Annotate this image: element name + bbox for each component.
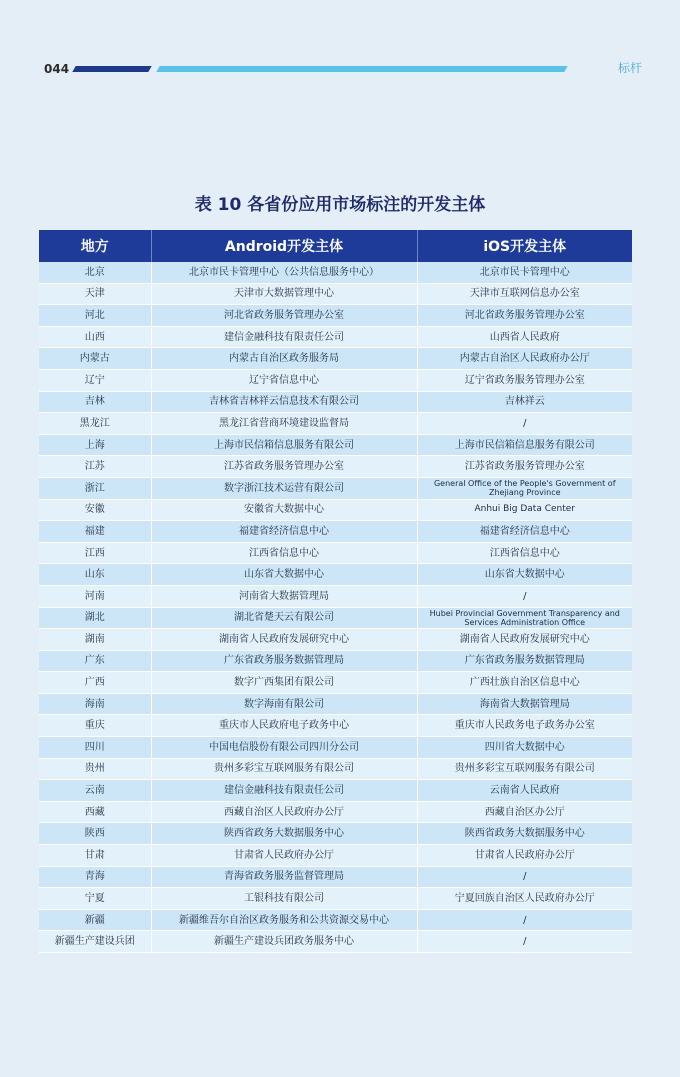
table-cell-ios: 宁夏回族自治区人民政府办公厅: [417, 888, 632, 910]
table-cell-android: 重庆市人民政府电子政务中心: [151, 715, 417, 737]
table-cell-region: 浙江: [39, 477, 151, 499]
table-cell-ios: 贵州多彩宝互联网服务有限公司: [417, 758, 632, 780]
developer-table: [39, 230, 632, 953]
table-cell-android: 江西省信息中心: [151, 542, 417, 564]
table-cell-android: 工银科技有限公司: [151, 888, 417, 910]
table-row: [39, 629, 632, 651]
table-row: [39, 888, 632, 910]
table-cell-region: 四川: [39, 737, 151, 759]
table-cell-region: 新疆生产建设兵团: [39, 931, 151, 953]
table-row: [39, 434, 632, 456]
table-row: [39, 499, 632, 521]
table-row: [39, 931, 632, 953]
table-cell-region: 河南: [39, 585, 151, 607]
table-row: [39, 758, 632, 780]
table-cell-ios: 广东省政务服务数据管理局: [417, 650, 632, 672]
table-row: [39, 305, 632, 327]
table-cell-ios: /: [417, 413, 632, 435]
table-cell-region: 山东: [39, 564, 151, 586]
header-bar-light: [156, 66, 567, 72]
table-row: [39, 715, 632, 737]
table-cell-ios: 辽宁省政务服务管理办公室: [417, 369, 632, 391]
table-cell-region: 江西: [39, 542, 151, 564]
table-cell-ios: General Office of the People's Government of Zhejiang Province: [417, 477, 632, 499]
table-row: [39, 326, 632, 348]
table-cell-ios: 甘肃省人民政府办公厅: [417, 845, 632, 867]
table-cell-region: 安徽: [39, 499, 151, 521]
table-cell-region: 陕西: [39, 823, 151, 845]
table-cell-android: 数字浙江技术运营有限公司: [151, 477, 417, 499]
table-cell-ios: 四川省大数据中心: [417, 737, 632, 759]
table-cell-android: 江苏省政务服务管理办公室: [151, 456, 417, 478]
table-cell-region: 北京: [39, 262, 151, 283]
table-cell-android: 河南省大数据管理局: [151, 585, 417, 607]
table-row: [39, 262, 632, 283]
table-cell-ios: 广西壮族自治区信息中心: [417, 672, 632, 694]
table-cell-android: 山东省大数据中心: [151, 564, 417, 586]
table-cell-android: 建信金融科技有限责任公司: [151, 326, 417, 348]
table-cell-ios: 江苏省政务服务管理办公室: [417, 456, 632, 478]
table-cell-android: 建信金融科技有限责任公司: [151, 780, 417, 802]
table-row: [39, 413, 632, 435]
table-cell-region: 辽宁: [39, 369, 151, 391]
table-cell-android: 湖南省人民政府发展研究中心: [151, 629, 417, 651]
table-cell-region: 西藏: [39, 801, 151, 823]
table-cell-android: 广东省政务服务数据管理局: [151, 650, 417, 672]
table-cell-android: 青海省政务服务监督管理局: [151, 866, 417, 888]
table-cell-region: 湖南: [39, 629, 151, 651]
table-row: [39, 521, 632, 543]
table-cell-region: 黑龙江: [39, 413, 151, 435]
table-cell-ios: 陕西省政务大数据服务中心: [417, 823, 632, 845]
table-cell-region: 宁夏: [39, 888, 151, 910]
table-row: [39, 456, 632, 478]
table-cell-android: 数字海南有限公司: [151, 693, 417, 715]
table-cell-ios: 山东省大数据中心: [417, 564, 632, 586]
table-row: [39, 585, 632, 607]
column-header-region: 地方: [39, 230, 151, 262]
table-cell-region: 吉林: [39, 391, 151, 413]
table-cell-ios: Hubei Provincial Government Transparency and Services Administration Office: [417, 607, 632, 629]
table-cell-region: 湖北: [39, 607, 151, 629]
table-cell-ios: 河北省政务服务管理办公室: [417, 305, 632, 327]
table-cell-ios: 上海市民信箱信息服务有限公司: [417, 434, 632, 456]
column-header-ios: iOS开发主体: [417, 230, 632, 262]
table-cell-ios: Anhui Big Data Center: [417, 499, 632, 521]
table-cell-region: 天津: [39, 283, 151, 305]
column-header-android: Android开发主体: [151, 230, 417, 262]
table-cell-region: 内蒙古: [39, 348, 151, 370]
table-cell-region: 上海: [39, 434, 151, 456]
table-row: [39, 564, 632, 586]
table-cell-android: 西藏自治区人民政府办公厅: [151, 801, 417, 823]
table-cell-region: 河北: [39, 305, 151, 327]
table-cell-android: 上海市民信箱信息服务有限公司: [151, 434, 417, 456]
table-cell-ios: 西藏自治区办公厅: [417, 801, 632, 823]
table-header-row: [39, 230, 632, 262]
table-cell-ios: 湖南省人民政府发展研究中心: [417, 629, 632, 651]
table-row: [39, 477, 632, 499]
table-cell-region: 福建: [39, 521, 151, 543]
section-label: 标杆: [617, 61, 642, 75]
table-cell-region: 贵州: [39, 758, 151, 780]
table-cell-ios: 江西省信息中心: [417, 542, 632, 564]
table-cell-android: 贵州多彩宝互联网服务有限公司: [151, 758, 417, 780]
table-row: [39, 780, 632, 802]
table-cell-android: 数字广西集团有限公司: [151, 672, 417, 694]
table-cell-ios: 内蒙古自治区人民政府办公厅: [417, 348, 632, 370]
table-cell-region: 江苏: [39, 456, 151, 478]
table-row: [39, 650, 632, 672]
table-cell-region: 青海: [39, 866, 151, 888]
table-cell-region: 广东: [39, 650, 151, 672]
table-cell-android: 中国电信股份有限公司四川分公司: [151, 737, 417, 759]
table-row: [39, 909, 632, 931]
table-row: [39, 391, 632, 413]
table-cell-ios: /: [417, 585, 632, 607]
table-cell-android: 湖北省楚天云有限公司: [151, 607, 417, 629]
table-row: [39, 348, 632, 370]
page-number: 044: [44, 62, 70, 76]
table-cell-android: 内蒙古自治区政务服务局: [151, 348, 417, 370]
table-row: [39, 672, 632, 694]
table-row: [39, 801, 632, 823]
table-cell-region: 云南: [39, 780, 151, 802]
table-cell-android: 辽宁省信息中心: [151, 369, 417, 391]
table-row: [39, 369, 632, 391]
table-cell-ios: 山西省人民政府: [417, 326, 632, 348]
table-row: [39, 542, 632, 564]
table-cell-android: 天津市大数据管理中心: [151, 283, 417, 305]
table-cell-region: 海南: [39, 693, 151, 715]
table-cell-android: 新疆维吾尔自治区政务服务和公共资源交易中心: [151, 909, 417, 931]
table-cell-ios: 天津市互联网信息办公室: [417, 283, 632, 305]
table-cell-android: 河北省政务服务管理办公室: [151, 305, 417, 327]
table-cell-region: 山西: [39, 326, 151, 348]
table-cell-android: 吉林省吉林祥云信息技术有限公司: [151, 391, 417, 413]
table-cell-android: 北京市民卡管理中心（公共信息服务中心）: [151, 262, 417, 283]
table-cell-android: 甘肃省人民政府办公厅: [151, 845, 417, 867]
table-cell-region: 新疆: [39, 909, 151, 931]
table-row: [39, 607, 632, 629]
table-title: 表 10 各省份应用市场标注的开发主体: [194, 195, 486, 215]
table-cell-ios: 重庆市人民政务电子政务办公室: [417, 715, 632, 737]
table-row: [39, 845, 632, 867]
table-row: [39, 693, 632, 715]
table-cell-ios: /: [417, 866, 632, 888]
table-row: [39, 866, 632, 888]
header-bar-dark: [72, 66, 151, 72]
table-cell-ios: 福建省经济信息中心: [417, 521, 632, 543]
table-cell-ios: /: [417, 931, 632, 953]
table-row: [39, 737, 632, 759]
table-cell-android: 安徽省大数据中心: [151, 499, 417, 521]
table-row: [39, 283, 632, 305]
table-cell-ios: 海南省大数据管理局: [417, 693, 632, 715]
table-cell-ios: 云南省人民政府: [417, 780, 632, 802]
table-cell-ios: /: [417, 909, 632, 931]
table-cell-android: 陕西省政务大数据服务中心: [151, 823, 417, 845]
table-cell-region: 甘肃: [39, 845, 151, 867]
table-cell-ios: 北京市民卡管理中心: [417, 262, 632, 283]
table-cell-ios: 吉林祥云: [417, 391, 632, 413]
table-cell-region: 广西: [39, 672, 151, 694]
table-cell-android: 新疆生产建设兵团政务服务中心: [151, 931, 417, 953]
table-cell-android: 福建省经济信息中心: [151, 521, 417, 543]
table-cell-android: 黑龙江省营商环境建设监督局: [151, 413, 417, 435]
table-cell-region: 重庆: [39, 715, 151, 737]
table-row: [39, 823, 632, 845]
